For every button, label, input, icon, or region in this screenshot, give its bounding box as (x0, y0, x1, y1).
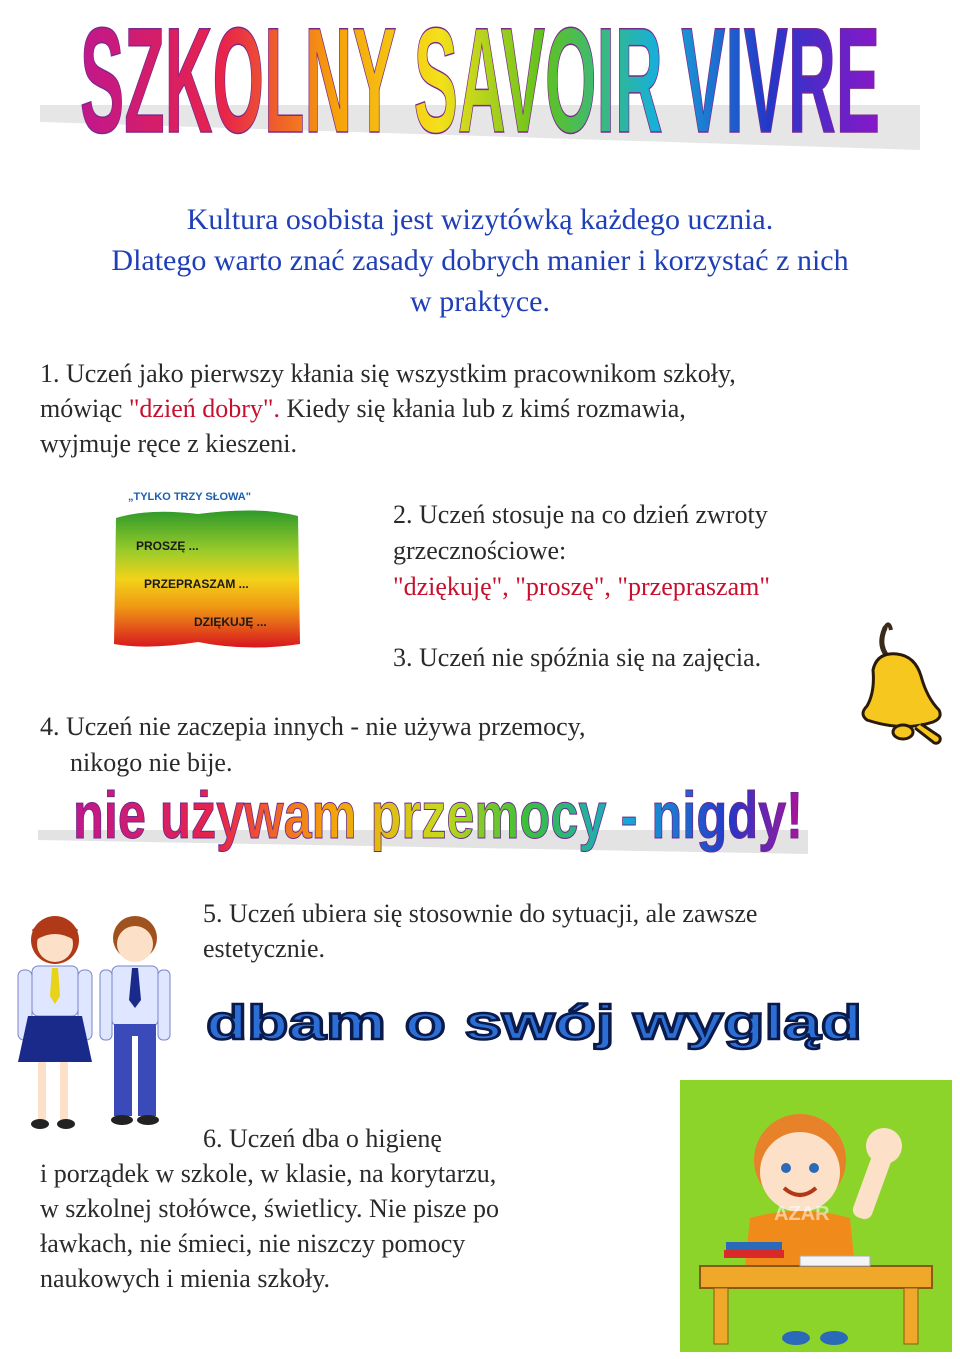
rule-6-line-4: ławkach, nie śmieci, nie niszczy pomocy (40, 1229, 466, 1258)
boy-at-desk-picture (680, 1080, 952, 1352)
rule-5-line-1: 5. Uczeń ubiera się stosownie do sytuacji, ale zawsze (203, 899, 758, 928)
rule-1-line-3: wyjmuje ręce z kieszeni. (40, 429, 297, 458)
rule-1-greeting: "dzień dobry". (128, 394, 281, 423)
girl-figure (18, 916, 92, 1129)
word-dziekuje: DZIĘKUJĘ ... (194, 615, 267, 629)
rule-1-line-2 (40, 391, 686, 426)
rule-2-line-2: grzecznościowe: (393, 536, 567, 565)
rule-2-line-1: 2. Uczeń stosuje na co dzień zwroty (393, 500, 768, 529)
rule-5-line-2: estetycznie. (203, 934, 325, 963)
rule-4-line-1: 4. Uczeń nie zaczepia innych - nie używa przemocy, (40, 712, 586, 741)
rule-1-text-end: Kiedy się kłania lub z kimś rozmawia, (280, 394, 686, 423)
rule-1-text: mówiąc (40, 394, 129, 423)
rule-4-line-2: nikogo nie bije. (70, 748, 233, 777)
rule-6-line-5: naukowych i mienia szkoły. (40, 1264, 331, 1293)
title-text: SZKOLNY SAVOIR VIVRE (80, 0, 880, 164)
appearance-slogan (200, 995, 870, 1055)
three-words-heading: „TYLKO TRZY SŁOWA" (128, 491, 251, 503)
watermark: AZAR (774, 1203, 830, 1225)
bell-icon (855, 620, 945, 755)
rule-3: 3. Uczeń nie spóźnia się na zajęcia. (393, 643, 762, 672)
no-violence-slogan (38, 778, 808, 858)
rule-6-line-2: i porządek w szkole, w klasie, na korytarzu, (40, 1159, 497, 1188)
three-words-picture (108, 484, 304, 652)
boy-figure (100, 916, 170, 1125)
rule-1-line-1: 1. Uczeń jako pierwszy kłania się wszystkim pracownikom szkoły, (40, 359, 736, 388)
intro-line-1: Kultura osobista jest wizytówką każdego ucznia. (186, 203, 774, 236)
rule-2-phrases: "dziękuję", "proszę", "przepraszam" (393, 572, 770, 601)
word-prosze: PROSZĘ ... (136, 539, 199, 553)
word-przepraszam: PRZEPRASZAM ... (144, 577, 249, 591)
rule-6-line-1: 6. Uczeń dba o higienę (203, 1124, 442, 1153)
title-wordart (40, 0, 920, 164)
rule-6-line-3: w szkolnej stołówce, świetlicy. Nie pisze po (40, 1194, 499, 1223)
school-kids-illustration (10, 900, 180, 1140)
no-violence-slogan-text: nie używam przemocy - nigdy! (73, 778, 803, 852)
intro-line-3: w praktyce. (410, 285, 550, 318)
appearance-slogan-text: dbam o swój wygląd (206, 997, 862, 1050)
intro-line-2: Dlatego warto znać zasady dobrych manier i korzystać z nich (111, 244, 849, 277)
